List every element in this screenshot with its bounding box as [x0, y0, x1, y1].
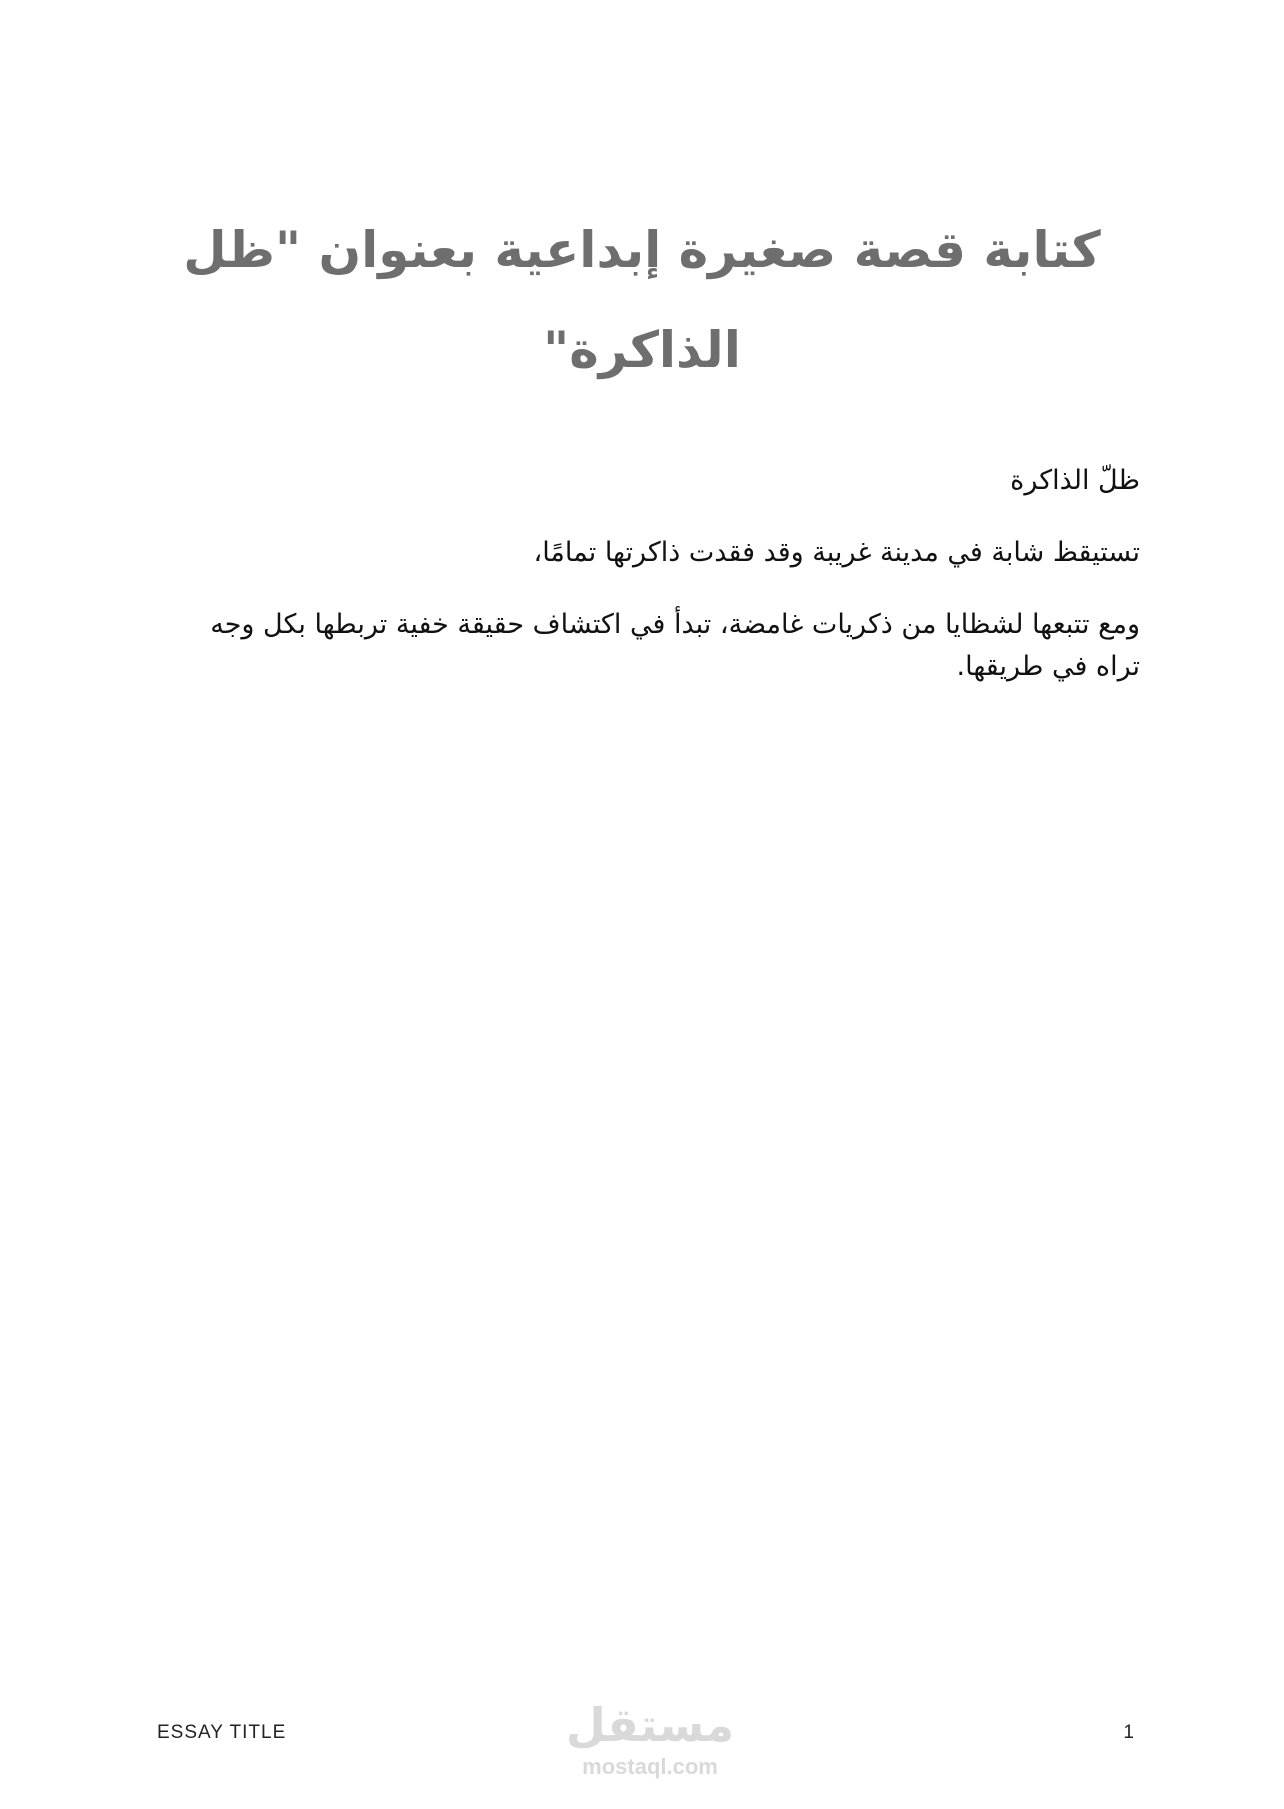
document-body [168, 460, 1140, 718]
page-number: 1 [1123, 1722, 1134, 1743]
footer-essay-title: ESSAY TITLE [157, 1722, 287, 1743]
document-title: كتابة قصة صغيرة إبداعية بعنوان "ظل الذاكرة" [183, 221, 1101, 379]
page-footer [0, 1722, 1284, 1762]
paragraph-1: تستيقظ شابة في مدينة غريبة وقد فقدت ذاكرتها تمامًا، [533, 537, 1140, 568]
watermark-latin: mostaql.com [582, 1754, 718, 1779]
watermark-arabic: مستقل [565, 1698, 735, 1752]
story-heading: ظلّ الذاكرة [1010, 465, 1140, 496]
paragraph-2: ومع تتبعها لشظايا من ذكريات غامضة، تبدأ في اكتشاف حقيقة خفية تربطها بكل وجه تراه في طريقها. [210, 609, 1140, 682]
